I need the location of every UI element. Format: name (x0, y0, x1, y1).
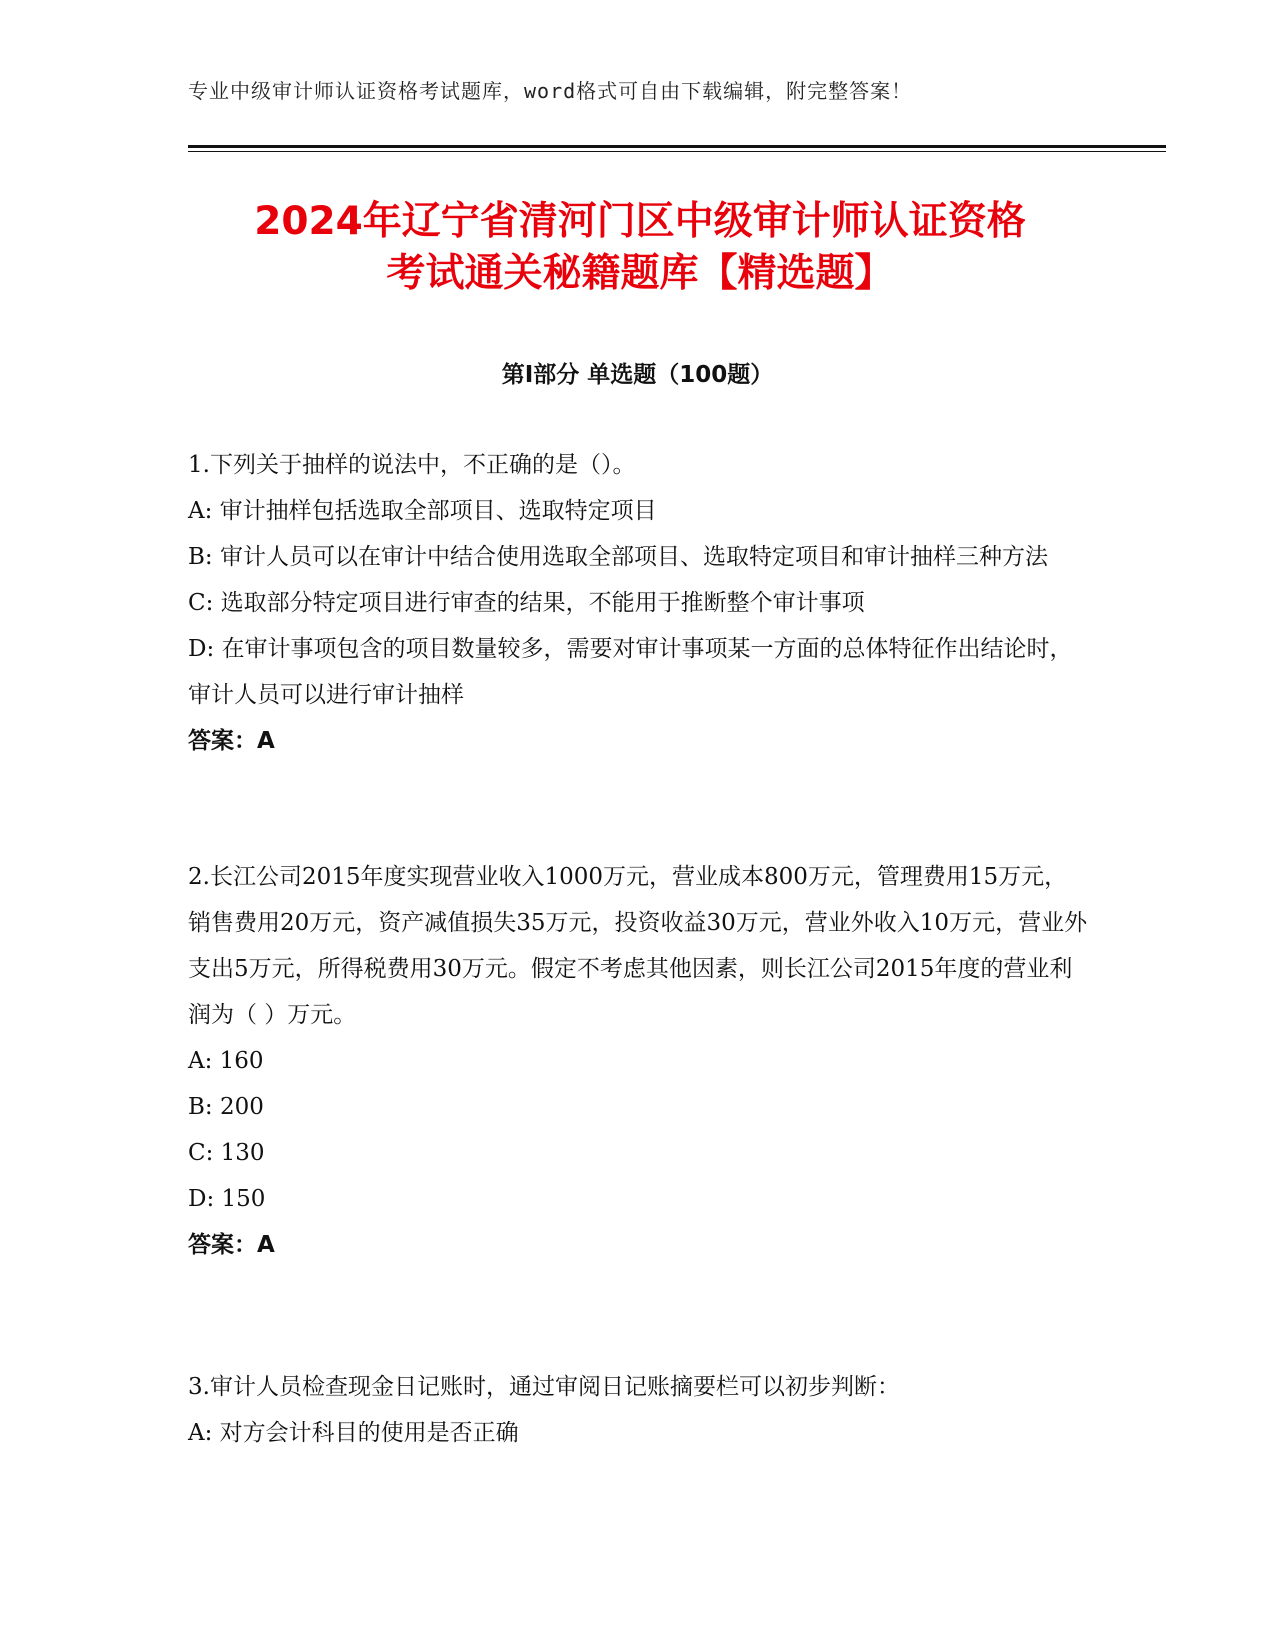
option-a: A: 对方会计科目的使用是否正确 (188, 1420, 519, 1446)
document-title (180, 196, 1100, 300)
question-3 (188, 1364, 1088, 1456)
header-rule-thick (188, 145, 1166, 148)
option-a: A: 审计抽样包括选取全部项目、选取特定项目 (188, 498, 657, 524)
question-stem: 1.下列关于抽样的说法中，不正确的是（）。 (188, 452, 636, 478)
option-d: D: 150 (188, 1186, 266, 1212)
section-heading: 第Ⅰ部分 单选题（100题） (501, 362, 774, 388)
answer: 答案：A (188, 1232, 275, 1258)
page-header: 专业中级审计师认证资格考试题库，word格式可自由下载编辑，附完整答案！ (188, 79, 913, 103)
question-stem: 2.长江公司2015年度实现营业收入1000万元，营业成本800万元，管理费用15万元，销售费用20万元，资产减值损失35万元，投资收益30万元，营业外收入10万元，营业外支出5万元，所得税费用30万元。假定不考虑其他因素，则长江公司2015年度的营业利润为（ ）万元。 (188, 864, 1088, 1028)
title-line-2: 考试通关秘籍题库【精选题】 (386, 251, 894, 296)
option-c: C: 选取部分特定项目进行审查的结果，不能用于推断整个审计事项 (188, 590, 865, 616)
option-c: C: 130 (188, 1140, 265, 1166)
question-stem: 3.审计人员检查现金日记账时，通过审阅日记账摘要栏可以初步判断： (188, 1374, 900, 1400)
option-d: D: 在审计事项包含的项目数量较多，需要对审计事项某一方面的总体特征作出结论时，审计人员可以进行审计抽样 (188, 636, 1073, 708)
option-b: B: 审计人员可以在审计中结合使用选取全部项目、选取特定项目和审计抽样三种方法 (188, 544, 1048, 570)
title-line-1: 2024年辽宁省清河门区中级审计师认证资格 (254, 199, 1026, 244)
question-1 (188, 442, 1088, 764)
option-b: B: 200 (188, 1094, 264, 1120)
answer: 答案：A (188, 728, 275, 754)
header-rule-thin (188, 151, 1166, 152)
question-2 (188, 854, 1088, 1268)
option-a: A: 160 (188, 1048, 264, 1074)
